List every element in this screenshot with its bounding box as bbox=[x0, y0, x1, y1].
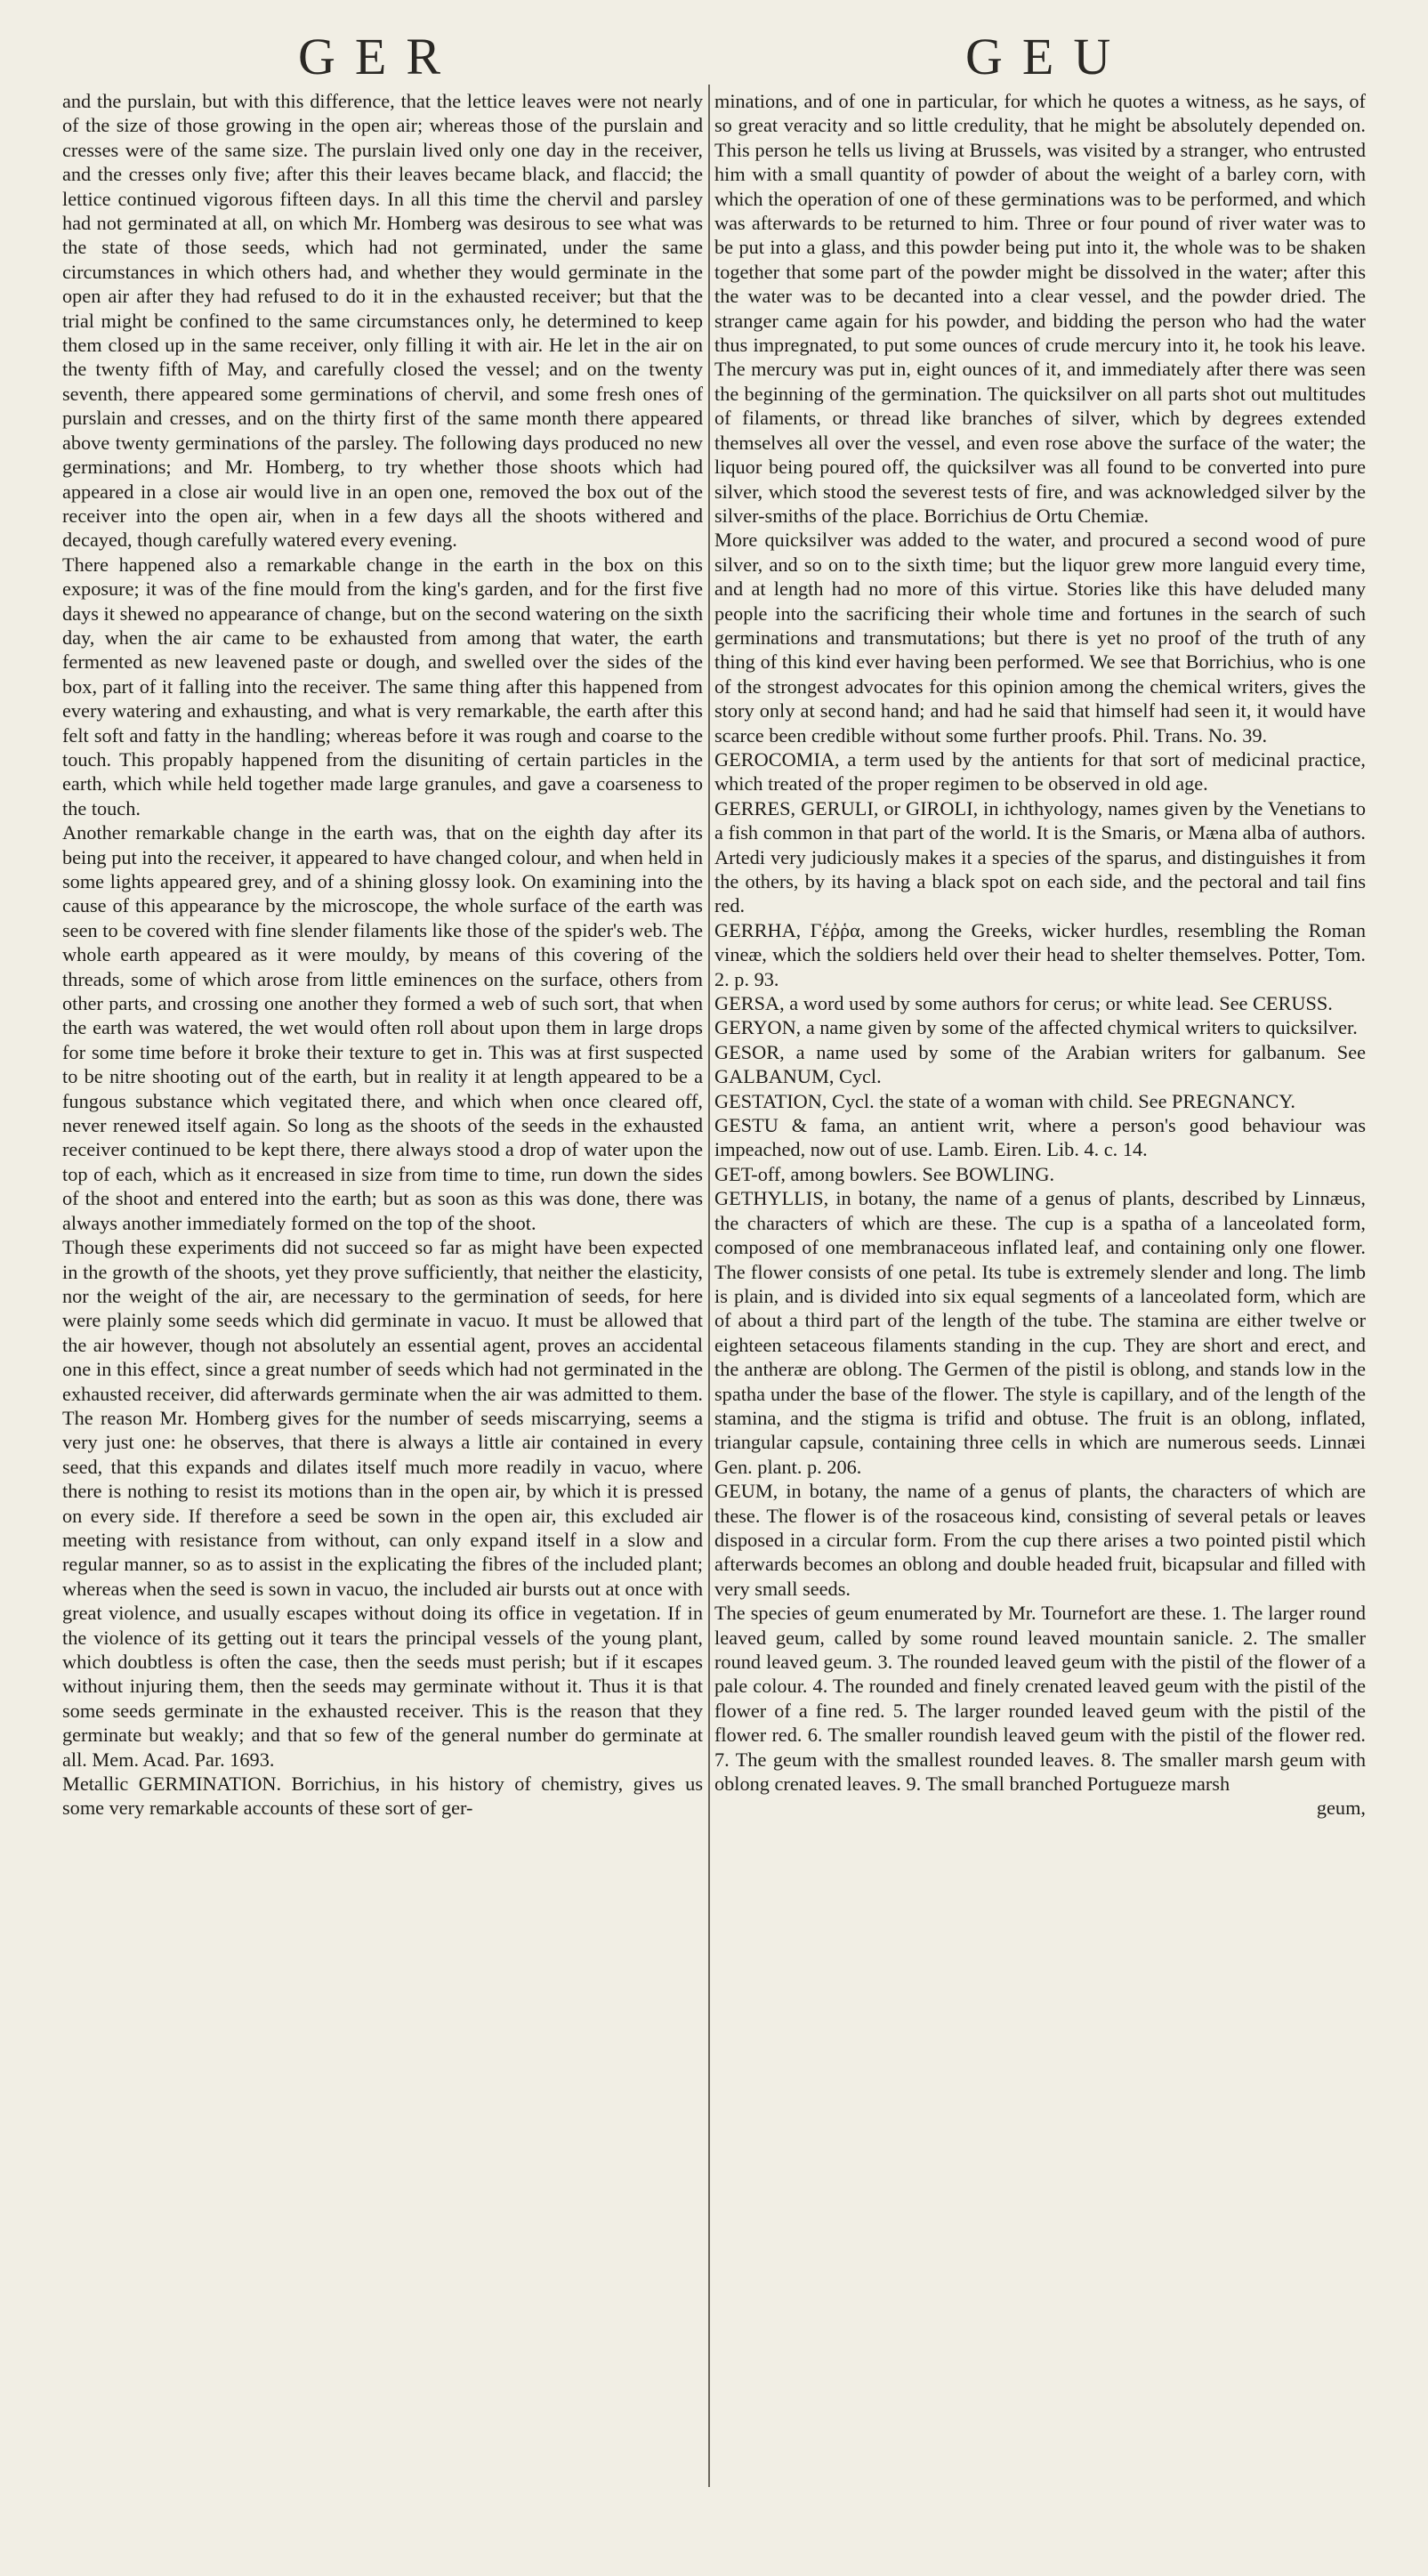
paragraph: More quicksilver was added to the water, and procured a second wood of pure silver, and so on to the sixth time; but the liquor grew more languid every time, and at length had no more of this virtue. Stories like this have deluded many people into the sacrificing their whole time and fortunes in the search of such germinations and transmutations; but there is yet no proof of the truth of any thing of this kind ever having been performed. We see that Borrichius, who is one of the strongest advocates for this opinion among the chemical writers, gives the story only at second hand; and had he said that himself had seen it, it would have scarce been credible without some further proofs. Phil. Trans. No. 39. bbox=[714, 529, 1366, 747]
catchword: geum, bbox=[1316, 1797, 1366, 1820]
left-column bbox=[62, 89, 703, 1821]
paragraph: Metallic GERMINATION. Borrichius, in his history of chemistry, gives us some very remarkable accounts of these sort of ger- bbox=[62, 1773, 703, 1820]
running-header-left: GER bbox=[298, 28, 460, 85]
entry-geum: GEUM, in botany, the name of a genus of plants, the characters of which are these. The flower is of the rosaceous kind, consisting of several petals or leaves disposed in a circular form. From the cup there arises a two pointed pistil which afterwards becomes an oblong and double headed fruit, bicapsular and filled with very small seeds. bbox=[714, 1480, 1366, 1600]
right-column bbox=[714, 89, 1366, 1821]
entry-gesor: GESOR, a name used by some of the Arabian writers for galbanum. See GALBANUM, Cycl. bbox=[714, 1040, 1366, 1088]
entry-gestation: GESTATION, Cycl. the state of a woman with child. See PREGNANCY. bbox=[714, 1089, 1296, 1112]
paragraph: There happened also a remarkable change in the earth in the box on this exposure; it was of the fine mould from the king's garden, and for the first five days it shewed no appearance of change, but on the second watering on the sixth day, when the air came to be exhausted from among that water, the earth fermented as new leavened paste or dough, and swelled over the sides of the box, part of it falling into the receiver. The same thing after this happened from every watering and exhausting, and what is very remarkable, the earth after this felt soft and fatty in the handling; whereas before it was rough and coarse to the touch. This propably happened from the disuniting of certain particles in the earth, which while held together made large granules, and gave a coarseness to the touch. bbox=[62, 553, 703, 820]
paragraph-geum-species: The species of geum enumerated by Mr. Tournefort are these. 1. The larger round leaved geum, called by some round leaved mountain sanicle. 2. The smaller round leaved geum. 3. The rounded leaved geum with the pistil of the flower of a pale colour. 4. The rounded and finely crenated leaved geum with the pistil of the flower of a fine red. 5. The larger rounded leaved geum with the pistil of the flower red. 6. The smaller roundish leaved geum with the pistil of the flower red. 7. The geum with the smallest rounded leaves. 8. The smaller marsh geum with oblong crenated leaves. 9. The small branched Portugueze marsh bbox=[714, 1602, 1366, 1796]
column-divider bbox=[708, 85, 710, 2487]
entry-gestu: GESTU & fama, an antient writ, where a person's good behaviour was impeached, now out of use. Lamb. Eiren. Lib. 4. c. 14. bbox=[714, 1114, 1366, 1161]
paragraph: Another remarkable change in the earth was, that on the eighth day after its being put into the receiver, it appeared to have changed colour, and when held in some lights appeared grey, and of a shining glossy look. On examining into the cause of this appearance by the microscope, the whole surface of the earth was seen to be covered with fine slender filaments like those of the spider's web. The whole earth appeared as it were mouldy, by means of this covering of the threads, some of which arose from little eminences on the surface, others from other parts, and crossing one another they formed a web of such sort, that when the earth was watered, the wet would often roll about upon them in large drops for some time before it broke their texture to get in. This was at first suspected to be nitre shooting out of the earth, but in reality it at length appeared to be a fungous substance which vegitated there, and which when once cleared off, never renewed itself again. So long as the shoots of the seeds in the exhausted receiver continued to be kept there, there always stood a drop of water upon the top of each, which as it encreased in size from time to time, run down the sides of the shoot and entered into the earth; but as soon as this was done, there was always another immediately formed on the top of the shoot. bbox=[62, 821, 703, 1234]
entry-geryon: GERYON, a name given by some of the affected chymical writers to quicksilver. bbox=[714, 1016, 1358, 1039]
paragraph: and the purslain, but with this difference, that the lettice leaves were not nearly of the size of those growing in the open air; whereas those of the purslain and cresses were of the same size. The purslain lived only one day in the receiver, and the cresses only five; after this their leaves became black, and flaccid; the lettice continued vigorous fifteen days. In all this time the chervil and parsley had not germinated at all, on which Mr. Homberg was desirous to see what was the state of those seeds, which had not germinated, under the same circumstances in which others had, and whether they would germinate in the open air after they had refused to do it in the exhausted receiver; but that the trial might be confined to the same circumstances only, he determined to keep them closed up in the same receiver, only filling it with air. He let in the air on the twenty fifth of May, and carefully closed the vessel; and on the twenty seventh, there appeared some germinations of chervil, and some fresh ones of purslain and cresses, and on the thirty first of the same month there appeared above twenty germinations of the parsley. The following days produced no new germinations; and Mr. Homberg, to try whether those shoots which had appeared in a close air would live in an open one, removed the box out of the receiver into the open air, when in a few days all the shoots withered and decayed, though carefully watered every evening. bbox=[62, 90, 703, 552]
entry-gethyllis: GETHYLLIS, in botany, the name of a genus of plants, described by Linnæus, the characters of which are these. The cup is a spatha of a lanceolated form, composed of one membranaceous inflated leaf, and containing only one flower. The flower consists of one petal. Its tube is extremely slender and long. The limb is plain, and is divided into six equal segments of a lanceolated form, which are of about a third part of the length of the tube. The stamina are either twelve or eighteen setaceous filaments standing in the cup. They are short and erect, and the antheræ are oblong. The Germen of the pistil is oblong, and stands low in the spatha under the base of the flower. The style is capillary, and of the length of the stamina, and the stigma is trifid and obtuse. The fruit is an oblong, inflated, triangular capsule, containing three cells in which are numerous seeds. Linnæi Gen. plant. p. 206. bbox=[714, 1187, 1366, 1478]
entry-gerrha: GERRHA, Γέῤῥα, among the Greeks, wicker hurdles, resembling the Roman vineæ, which the soldiers held over their head to shelter themselves. Potter, Tom. 2. p. 93. bbox=[714, 918, 1366, 990]
running-header-right: GEU bbox=[965, 28, 1131, 85]
entry-gerres: GERRES, GERULI, or GIROLI, in ichthyology, names given by the Venetians to a fish common in that part of the world. It is the Smaris, or Mæna alba of authors. Artedi very judiciously makes it a species of the sparus, and distinguishes it from the others, by its having a black spot on each side, and the pectoral and tail fins red. bbox=[714, 796, 1366, 917]
entry-get-off: GET-off, among bowlers. See BOWLING. bbox=[714, 1162, 1055, 1185]
paragraph: Though these experiments did not succeed so far as might have been expected in the growth of the shoots, yet they prove sufficiently, that neither the elasticity, nor the weight of the air, are necessary to the germination of seeds, for here were plainly some seeds which did germinate in vacuo. It must be allowed that the air however, though not absolutely an essential agent, proves an accidental one in this effect, since a great number of seeds which had not germinated in the exhausted receiver, did afterwards germinate when the air was admitted to them. The reason Mr. Homberg gives for the number of seeds miscarrying, seems a very just one: he observes, that there is always a little air contained in every seed, that this expands and dilates itself much more readily in vacuo, where there is nothing to resist its motions than in the open air, by which it is pressed on every side. If therefore a seed be sown in the open air, this excluded air meeting with resistance from without, can only expand itself in a slow and regular manner, so as to assist in the explicating the fibres of the included plant; whereas when the seed is sown in vacuo, the included air bursts out at once with great violence, and usually escapes without doing its office in vegetation. If in the violence of its getting out it tears the principal vessels of the young plant, which doubtless is often the case, then the seeds must perish; but if it escapes without injuring them, then the seeds may germinate without it. Thus it is that some seeds germinate in the exhausted receiver. This is the reason that they germinate but weakly; and that so few of the general number do germinate at all. Mem. Acad. Par. 1693. bbox=[62, 1236, 703, 1771]
entry-gerocomia: GEROCOMIA, a term used by the antients for that sort of medicinal practice, which treated of the proper regimen to be observed in old age. bbox=[714, 747, 1366, 795]
paragraph: minations, and of one in particular, for which he quotes a witness, as he says, of so great veracity and so little credulity, that he might be absolutely depended on. This person he tells us living at Brussels, was visited by a stranger, who entrusted him with a small quantity of powder of about the weight of a barley corn, with which the operation of one of these germinations was to be performed, and which was afterwards to be returned to him. Three or four pound of river water was to be put into a glass, and this powder being put into it, the whole was to be shaken together that some part of the powder might be dissolved in the water; after this the water was to be decanted into a clear vessel, and the powder dried. The stranger came again for his powder, and bidding the person who had the water thus impregnated, to put some ounces of crude mercury into it, he took his leave. The mercury was put in, eight ounces of it, and immediately after there was seen the beginning of the germination. The quicksilver on all parts shot out multitudes of filaments, or thread like branches of silver, which by degrees extended themselves all over the vessel, and even rose above the surface of the water; the liquor being poured off, the quicksilver was all found to be converted into pure silver, which stood the severest tests of fire, and was acknowledged silver by the silver-smiths of the place. Borrichius de Ortu Chemiæ. bbox=[714, 90, 1366, 527]
entry-gersa: GERSA, a word used by some authors for cerus; or white lead. See CERUSS. bbox=[714, 992, 1333, 1015]
